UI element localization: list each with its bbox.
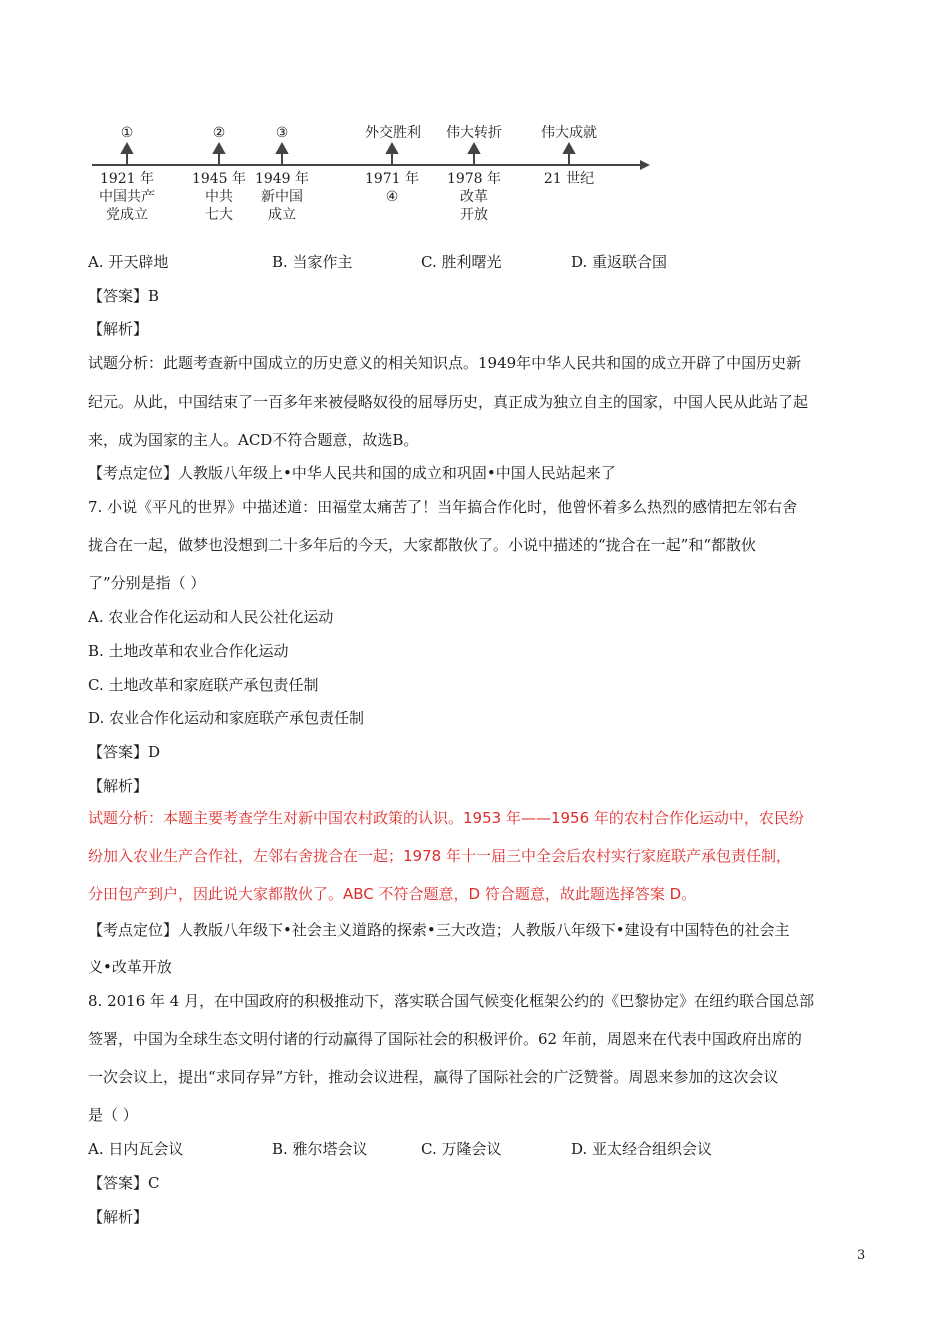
timeline-bottom-label: 21 世纪 [543,171,595,187]
timeline-figure [88,116,658,234]
q8-stem-line: 一次会议上，提出“求同存异”方针，推动会议进程，赢得了国际社会的广泛赞誉。周恩来参加的这次会议 [88,1068,779,1086]
q8-answer: 【答案】C [88,1174,160,1192]
q6-option-c: C. 胜利曙光 [421,253,502,271]
timeline-top-label: 伟大转折 [446,125,502,141]
q6-analysis-line: 纪元。从此，中国结束了一百多年来被侵略奴役的屈辱历史，真正成为独立自主的国家，中国人民从此站了起 [88,393,809,411]
q6-option-d: D. 重返联合国 [571,253,668,271]
timeline-top-label: 伟大成就 [541,125,597,141]
q7-option-c: C. 土地改革和家庭联产承包责任制 [88,676,319,694]
q8-stem-line: 8. 2016 年 4 月，在中国政府的积极推动下，落实联合国气候变化框架公约的《巴黎协定》在纽约联合国总部 [88,992,815,1010]
q6-answer: 【答案】B [88,287,160,305]
q7-point-line: 义•改革开放 [88,958,172,976]
q8-analysis-title: 【解析】 [88,1208,149,1226]
q8-option-c: C. 万隆会议 [421,1140,502,1158]
q8-option-d: D. 亚太经合组织会议 [571,1140,713,1158]
q7-stem-line: 7. 小说《平凡的世界》中描述道：田福堂太痛苦了！当年搞合作化时，他曾怀着多么热烈的感情把左邻右舍 [88,498,798,516]
q6-point: 【考点定位】人教版八年级上•中华人民共和国的成立和巩固•中国人民站起来了 [88,464,616,482]
q8-option-a: A. 日内瓦会议 [88,1140,184,1158]
q6-analysis-title: 【解析】 [88,320,149,338]
q6-analysis-line: 试题分析：此题考查新中国成立的历史意义的相关知识点。1949年中华人民共和国的成立开辟了中国历史新 [88,354,802,372]
q7-stem-line: 了”分别是指（ ） [88,574,206,592]
timeline-top-label: ① [120,125,134,141]
timeline-bottom-label: 1971 年 ④ [364,171,420,205]
timeline-bottom-label: 1949 年 新中国 成立 [254,171,310,223]
q7-option-d: D. 农业合作化运动和家庭联产承包责任制 [88,709,365,727]
timeline-top-label: ② [212,125,226,141]
q6-option-a: A. 开天辟地 [88,253,169,271]
q7-analysis-line: 分田包产到户，因此说大家都散伙了。ABC 不符合题意，D 符合题意，故此题选择答案 D。 [88,885,697,903]
q7-analysis-title: 【解析】 [88,777,149,795]
timeline-bottom-label: 1921 年 中国共产 党成立 [99,171,155,223]
q7-stem-line: 拢合在一起，做梦也没想到二十多年后的今天，大家都散伙了。小说中描述的“拢合在一起”和“都散伙 [88,536,757,554]
timeline-top-label: ③ [275,125,289,141]
q7-point-line: 【考点定位】人教版八年级下•社会主义道路的探索•三大改造；人教版八年级下•建设有中国特色的社会主 [88,921,790,939]
timeline-bottom-label: 1945 年 中共 七大 [191,171,247,223]
q8-stem-line: 签署，中国为全球生态文明付诸的行动赢得了国际社会的积极评价。62 年前，周恩来在代表中国政府出席的 [88,1030,802,1048]
q8-stem-line: 是（ ） [88,1106,138,1124]
page-number: 3 [857,1248,866,1263]
q7-option-a: A. 农业合作化运动和人民公社化运动 [88,608,334,626]
q7-answer: 【答案】D [88,743,161,761]
timeline-top-label: 外交胜利 [365,125,421,141]
q7-option-b: B. 土地改革和农业合作化运动 [88,642,289,660]
timeline-bottom-label: 1978 年 改革 开放 [446,171,502,223]
q7-analysis-line: 纷加入农业生产合作社，左邻右舍拢合在一起；1978 年十一届三中全会后农村实行家庭联产承包责任制， [88,847,791,865]
q8-option-b: B. 雅尔塔会议 [272,1140,368,1158]
q7-analysis-line: 试题分析：本题主要考查学生对新中国农村政策的认识。1953 年——1956 年的农村合作化运动中，农民纷 [88,809,804,827]
q6-option-b: B. 当家作主 [272,253,353,271]
q6-analysis-line: 来，成为国家的主人。ACD不符合题意，故选B。 [88,431,419,449]
